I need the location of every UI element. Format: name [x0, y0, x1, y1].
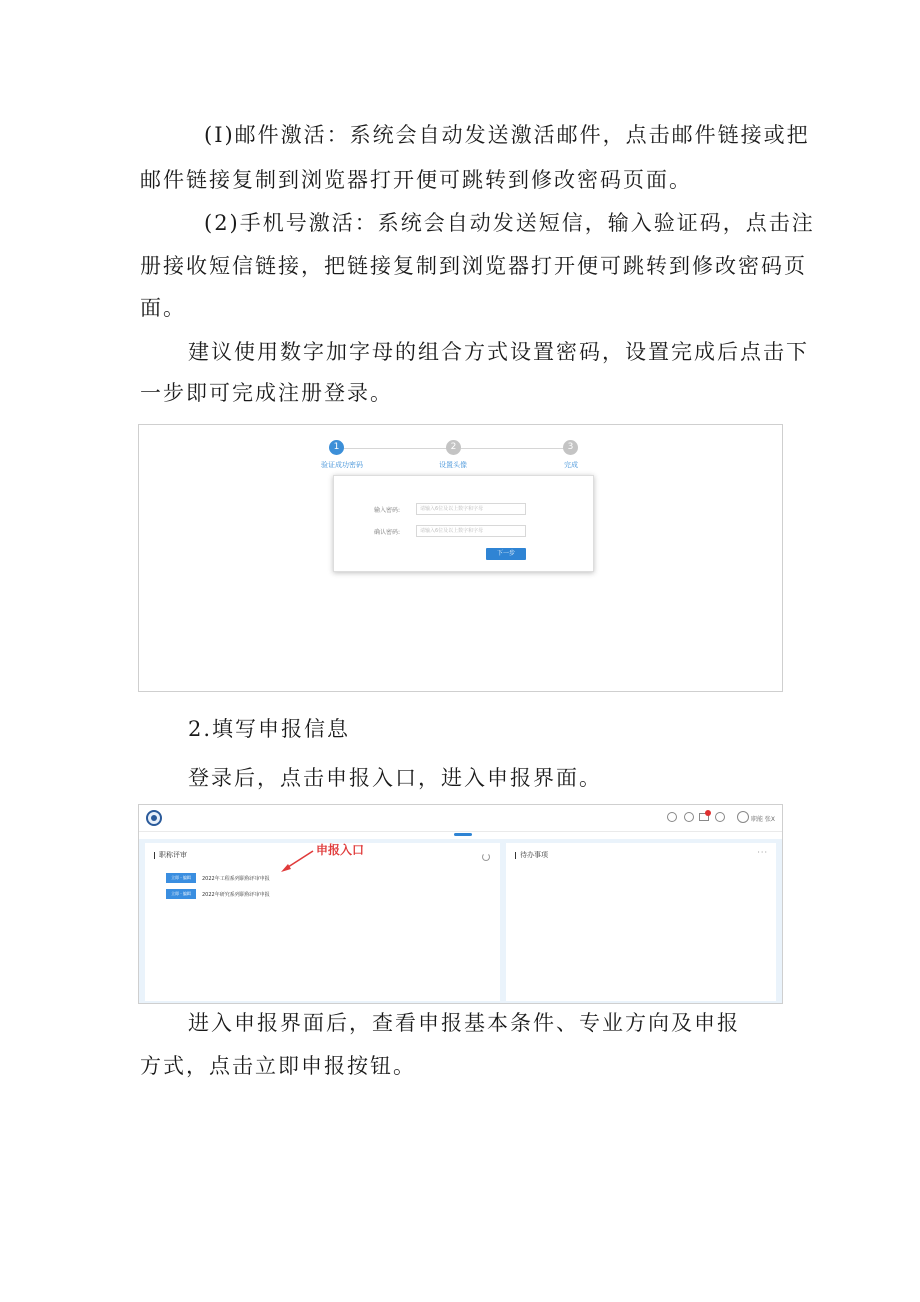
globe-icon[interactable] — [667, 812, 677, 822]
item-tag[interactable]: 立即 · 编辑 — [166, 873, 196, 883]
refresh-icon[interactable] — [482, 853, 490, 861]
next-step-button[interactable]: 下一步 — [486, 548, 526, 560]
para-after-enter-line1: 进入申报界面后，查看申报基本条件、专业方向及申报 — [188, 1011, 740, 1035]
annotation-entry-label: 申报入口 — [316, 843, 365, 857]
para-email-activation-line2: 邮件链接复制到浏览器打开便可跳转到修改密码页面。 — [140, 168, 692, 192]
gear-icon[interactable] — [715, 812, 725, 822]
step-3-dot: 3 — [563, 440, 578, 455]
clock-icon[interactable] — [684, 812, 694, 822]
item-text[interactable]: 2022年研究系列职称评审申报 — [202, 892, 270, 898]
confirm-password-input[interactable]: 请输入6位及以上数字和字母 — [416, 525, 526, 537]
para-after-enter-line2: 方式，点击立即申报按钮。 — [140, 1054, 416, 1078]
para-phone-activation-line1: (2)手机号激活：系统会自动发送短信，输入验证码，点击注 — [204, 211, 815, 235]
logo-icon — [146, 810, 162, 826]
panel-title: 职称评审 — [154, 852, 187, 859]
top-bar — [139, 805, 782, 832]
para-phone-activation-line3: 面。 — [140, 296, 186, 320]
panel-title-evaluation — [145, 843, 500, 1001]
step-2-label: 设置头像 — [439, 461, 467, 469]
screenshot-dashboard — [138, 804, 783, 1004]
para-password-advice-line1: 建议使用数字加字母的组合方式设置密码，设置完成后点击下 — [188, 340, 809, 364]
notification-badge — [705, 810, 711, 816]
screenshot-set-password — [138, 424, 783, 692]
password-form-card — [333, 475, 594, 572]
step-1-dot: 1 — [329, 440, 344, 455]
user-name[interactable]: 职能 张X — [751, 816, 776, 823]
confirm-password-label: 确认密码: — [374, 529, 401, 536]
para-after-login: 登录后，点击申报入口，进入申报界面。 — [188, 766, 602, 790]
panel-todo — [506, 843, 776, 1001]
step-1-label: 验证成功密码 — [321, 461, 363, 469]
step-connector — [343, 448, 447, 449]
password-input[interactable]: 请输入6位及以上数字和字母 — [416, 503, 526, 515]
para-phone-activation-line2: 册接收短信链接，把链接复制到浏览器打开便可跳转到修改密码页 — [140, 254, 807, 278]
active-tab-indicator — [454, 833, 472, 836]
step-2-dot: 2 — [446, 440, 461, 455]
panel-title: 待办事项 — [515, 852, 548, 859]
item-tag[interactable]: 立即 · 编辑 — [166, 889, 196, 899]
password-label: 输入密码: — [374, 507, 401, 514]
step-3-label: 完成 — [564, 461, 578, 469]
more-icon[interactable]: ··· — [757, 848, 768, 857]
para-email-activation-line1: (I)邮件激活：系统会自动发送激活邮件，点击邮件链接或把 — [204, 123, 810, 147]
avatar[interactable] — [737, 811, 749, 823]
para-password-advice-line2: 一步即可完成注册登录。 — [140, 381, 393, 405]
section-heading-fill-info: 2.填写申报信息 — [188, 717, 351, 741]
item-text[interactable]: 2022年工程系列职称评审申报 — [202, 876, 270, 882]
step-connector — [461, 448, 564, 449]
